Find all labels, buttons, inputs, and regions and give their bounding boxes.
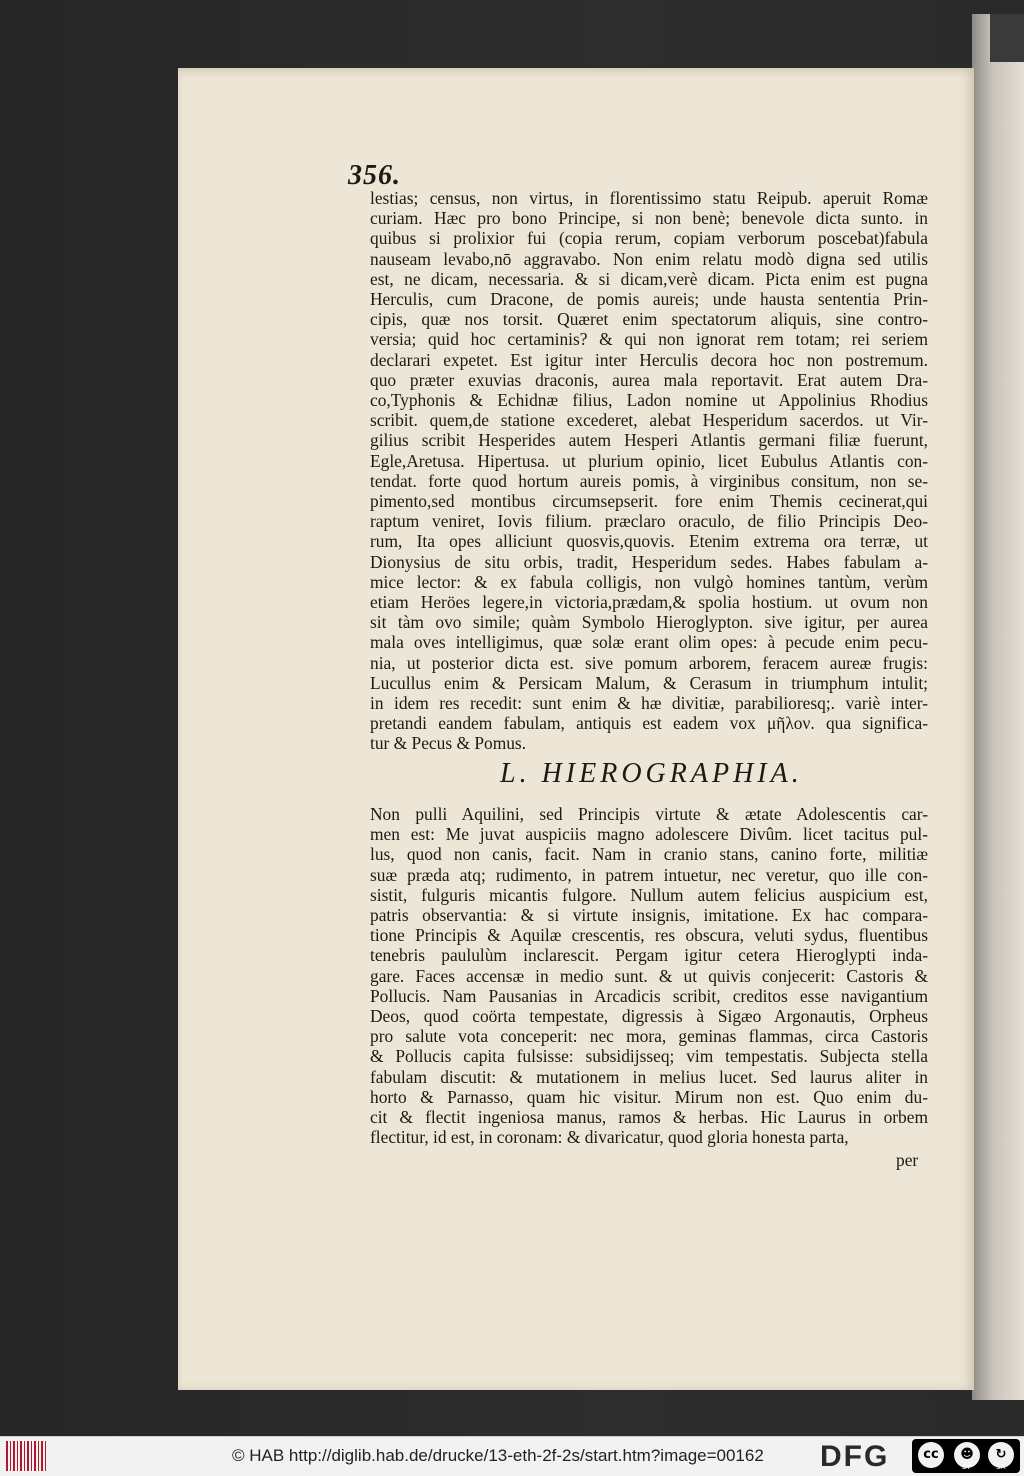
- text-line: co,Typhonis & Echidnæ filius, Ladon nomine ut Appolinius Rhodius: [370, 390, 928, 411]
- body-text-lower: [370, 804, 928, 1147]
- scan-corner-shadow: [990, 14, 1024, 62]
- text-line: versia; quid hoc certaminis? & qui non ignorat rem totam; rei seriem: [370, 329, 928, 350]
- text-line: cipis, quæ nos torsit. Quæret enim spectatorum aliquis, sine contro-: [370, 309, 928, 330]
- text-line: & Pollucis capita fulsisse: subsidijsseq; vim tempestatis. Subjecta stella: [370, 1046, 928, 1067]
- text-line: patris observantia: & si virtute insignis, imitatione. Ex hac compara-: [370, 905, 928, 926]
- cc-icon: cc: [918, 1442, 944, 1468]
- text-line: gare. Faces accensæ in medio sunt. & ut quivis conjecerit: Castoris &: [370, 965, 928, 986]
- text-line: est, ne dicam, necessaria. & si dicam,verè dicam. Picta enim est pugna: [370, 268, 928, 289]
- text-line: men est: Me juvat auspiciis magno adolescere Divûm. licet tacitus pul-: [370, 824, 928, 845]
- body-text-upper: [370, 188, 928, 754]
- text-line: pro salute vota conceperit: nec mora, geminas flammas, circa Castoris: [370, 1026, 928, 1047]
- text-line: quo præter exuvias draconis, aurea mala reportavit. Erat autem Dra-: [370, 369, 928, 390]
- text-line: pimento,sed montibus circumsepserit. fore enim Themis cecinerat,qui: [370, 491, 928, 512]
- copyright-link[interactable]: © HAB http://diglib.hab.de/drucke/13-eth-2f-2s/start.htm?image=00162: [232, 1446, 764, 1465]
- text-line: tendat. forte quod hortum aureis pomis, à virginibus consitum, non se-: [370, 470, 928, 491]
- sa-label: SA: [996, 1463, 1006, 1471]
- text-line: mala oves intelligimus, quæ solæ erant olim opes: à pecude enim pecu-: [370, 632, 928, 653]
- viewer-footer: [0, 1436, 1024, 1476]
- text-line: Lucullus enim & Persicam Malum, & Cerasum in triumphum intulit;: [370, 672, 928, 693]
- text-line: tione Principis & Aquilæ crescentis, res obscura, veluti sydus, fluentibus: [370, 925, 928, 946]
- catchword: per: [896, 1150, 919, 1170]
- text-line: lestias; census, non virtus, in florentissimo statu Reipub. aperuit Romæ: [370, 188, 928, 208]
- text-line: flectitur, id est, in coronam: & divaricatur, quod gloria honesta parta,: [370, 1127, 849, 1148]
- sa-icon: ↻: [988, 1442, 1014, 1468]
- text-line: mice lector: & ex fabula colligis, non vulgò homines tantùm, verùm: [370, 571, 928, 592]
- text-line: gilius scribit Hesperides autem Hesperi Atlantis germani filiæ fuerunt,: [370, 430, 928, 451]
- text-line: Deos, quod coörta tempestate, digressis à Sigæo Argonautis, Orpheus: [370, 1006, 928, 1027]
- text-line: scribit. quem,de statione excederet, alebat Hesperidum sacerdos. ut Vir-: [370, 410, 928, 431]
- text-line: quibus si prolixior fui (copia rerum, copiam verborum poscebat)fabula: [370, 228, 928, 249]
- section-heading: L. HIEROGRAPHIA.: [500, 758, 803, 789]
- text-line: Non pulli Aquilini, sed Principis virtute & ætate Adolescentis car-: [370, 804, 928, 824]
- text-line: Egle,Aretusa. Hipertusa. ut plurium opinio, licet Eubulus Atlantis con-: [370, 450, 928, 471]
- dfg-logo: DFG: [820, 1440, 890, 1473]
- text-line: lus, quod non canis, facit. Nam in cranio stans, canino forte, militiæ: [370, 844, 928, 865]
- text-line: raptum veniret, Iovis filium. præclaro oraculo, de filio Principis Deo-: [370, 511, 928, 532]
- text-line: tenebris paululùm inclarescit. Pergam igitur cetera Hieroglypti inda-: [370, 945, 928, 966]
- text-line: declarari expetet. Est igitur inter Herculis decora hoc non postremum.: [370, 349, 928, 370]
- text-line: pretandi eandem fabulam, antiquis est eadem vox μῆλον. qua significa-: [370, 713, 928, 734]
- text-line: curiam. Hæc pro bono Principe, si non benè; benevole dicta sunto. in: [370, 208, 928, 229]
- text-line: nia, ut posterior dicta est. sive pomum arborem, feracem aureæ frugis:: [370, 652, 928, 673]
- by-label: BY: [962, 1463, 971, 1471]
- text-line: rum, Ita opes alliciunt quosvis,quovis. Etenim extrema ora terræ, ut: [370, 531, 928, 552]
- text-line: Pollucis. Nam Pausanias in Arcadicis scribit, creditos esse navigantium: [370, 985, 928, 1006]
- cc-license-badge[interactable]: [912, 1439, 1020, 1473]
- text-line: fabulam discutit: & mutationem in melius lucet. Sed laurus aliter in: [370, 1066, 928, 1087]
- library-barcode-logo: [6, 1441, 48, 1471]
- text-line: horto & Parnasso, quam hic visitur. Mirum non est. Quo enim du-: [370, 1086, 928, 1107]
- text-line: sit tàm ovo simile; quàm Symbolo Hieroglypton. sive igitur, per aurea: [370, 612, 928, 633]
- text-line: cit & flectit ingeniosa manus, ramos & herbas. Hic Laurus in orbem: [370, 1107, 928, 1128]
- text-line: Dionysius de situ orbis, tradit, Hesperidum sedes. Habes fabulam a-: [370, 551, 928, 572]
- text-line: suæ præda atq; rudimento, in patrem intuetur, nec veretur, quo ille con-: [370, 864, 928, 885]
- next-page-edge: [972, 14, 1024, 1400]
- text-line: sistit, fulguris micantis fulgore. Nullum autem felicius auspicium est,: [370, 884, 928, 905]
- text-line: Herculis, cum Dracone, de pomis aureis; unde hausta sententia Prin-: [370, 289, 928, 310]
- text-line: in idem res recedit: sunt enim & hæ divitiæ, parabilioresq;. variè inter-: [370, 693, 928, 714]
- text-line: tur & Pecus & Pomus.: [370, 733, 527, 754]
- text-line: nauseam levabo,nō aggravabo. Non enim relatu modò digna sed utilis: [370, 248, 928, 269]
- text-line: etiam Heröes legere,in victoria,prædam,& spolia hostium. ut ovum non: [370, 592, 928, 613]
- page-number: 356.: [348, 160, 401, 191]
- by-icon: ☻: [954, 1442, 980, 1468]
